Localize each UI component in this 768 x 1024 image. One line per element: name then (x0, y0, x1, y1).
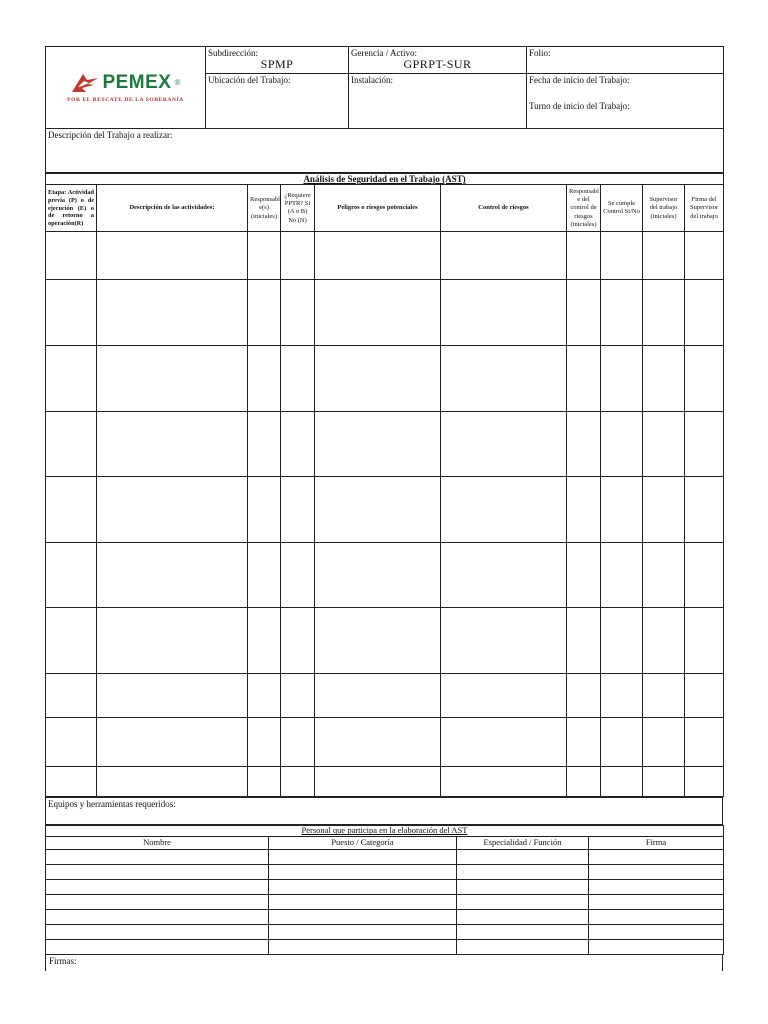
table-row[interactable] (46, 608, 724, 674)
gerencia-cell[interactable] (349, 47, 527, 74)
subdireccion-label: Subdirección: (208, 48, 258, 58)
table-row[interactable] (46, 940, 724, 955)
registered-mark: ® (174, 78, 181, 88)
ubicacion-label: Ubicación del Trabajo: (208, 75, 291, 86)
gerencia-value: GPRPT-SUR (403, 57, 472, 72)
col-nombre: Nombre (46, 837, 269, 850)
instalacion-cell[interactable] (349, 74, 527, 129)
col-supervisor: Supervisor del trabajo (iniciales) (643, 185, 685, 232)
table-row[interactable] (46, 865, 724, 880)
table-row[interactable] (46, 280, 724, 346)
personal-column-headers (46, 837, 724, 850)
ast-table (45, 173, 724, 797)
table-row[interactable] (46, 543, 724, 608)
col-responsables: Responsabl e(s) (iniciales) (248, 185, 281, 232)
table-row[interactable] (46, 925, 724, 940)
ast-form (45, 46, 723, 971)
equipos-table (45, 797, 723, 825)
turno-label: Turno de inicio del Trabajo: (529, 101, 630, 112)
ubicacion-cell[interactable] (206, 74, 349, 129)
subdireccion-cell[interactable] (206, 47, 349, 74)
col-puesto: Puesto / Categoría (269, 837, 457, 850)
pemex-logo (48, 72, 203, 103)
personal-table (45, 825, 724, 955)
table-row[interactable] (46, 850, 724, 865)
table-row[interactable] (46, 910, 724, 925)
descripcion-label: Descripción del Trabajo a realizar: (48, 130, 173, 141)
col-especialidad: Especialidad / Función (457, 837, 589, 850)
logo-brand: PEMEX (102, 71, 172, 93)
table-row[interactable] (46, 767, 724, 797)
table-row[interactable] (46, 674, 724, 718)
ast-title: Análisis de Seguridad en el Trabajo (AST) (46, 174, 724, 185)
firmas-label: Firmas: (49, 956, 77, 967)
equipos-label: Equipos y herramientas requeridos: (48, 799, 176, 810)
col-se-cumple: Se cumple Control Si/No (601, 185, 643, 232)
folio-label: Folio: (529, 48, 551, 58)
table-row[interactable] (46, 895, 724, 910)
form-header (45, 46, 724, 173)
subdireccion-value: SPMP (260, 57, 294, 72)
col-descripcion: Descripción de las actividades: (97, 185, 248, 232)
folio-cell[interactable] (527, 47, 724, 74)
col-firma: Firma (589, 837, 724, 850)
table-row[interactable] (46, 718, 724, 767)
ast-column-headers (46, 185, 724, 232)
col-responsable-control: Responsabl e del control de riesgos (iniciales) (567, 185, 601, 232)
table-row[interactable] (46, 412, 724, 477)
equipos-cell[interactable] (46, 798, 723, 825)
eagle-icon (70, 72, 100, 94)
col-etapa: Etapa: Actividad previa (P) o de ejecución (E) o de retorno a operación(R) (46, 185, 97, 232)
instalacion-label: Instalación: (351, 75, 393, 86)
col-control: Control de riesgos (441, 185, 567, 232)
fecha-turno-cell[interactable] (527, 74, 724, 129)
firmas-section[interactable] (45, 955, 723, 971)
table-row[interactable] (46, 346, 724, 412)
table-row[interactable] (46, 477, 724, 543)
table-row[interactable] (46, 232, 724, 280)
descripcion-cell[interactable] (46, 129, 724, 173)
logo-cell (46, 47, 206, 129)
logo-tagline: POR EL RESCATE DE LA SOBERANÍA (67, 96, 184, 103)
gerencia-label: Gerencia / Activo: (351, 48, 417, 58)
personal-title: Personal que participa en la elaboración del AST (46, 826, 724, 837)
col-firma-supervisor: Firma del Supervisor del trabajo (685, 185, 724, 232)
col-peligros: Peligros o riesgos potenciales (315, 185, 441, 232)
fecha-label: Fecha de inicio del Trabajo: (529, 75, 630, 86)
col-pptr: ¿Requiere PPTR? Si (A o B) No (N) (281, 185, 315, 232)
table-row[interactable] (46, 880, 724, 895)
